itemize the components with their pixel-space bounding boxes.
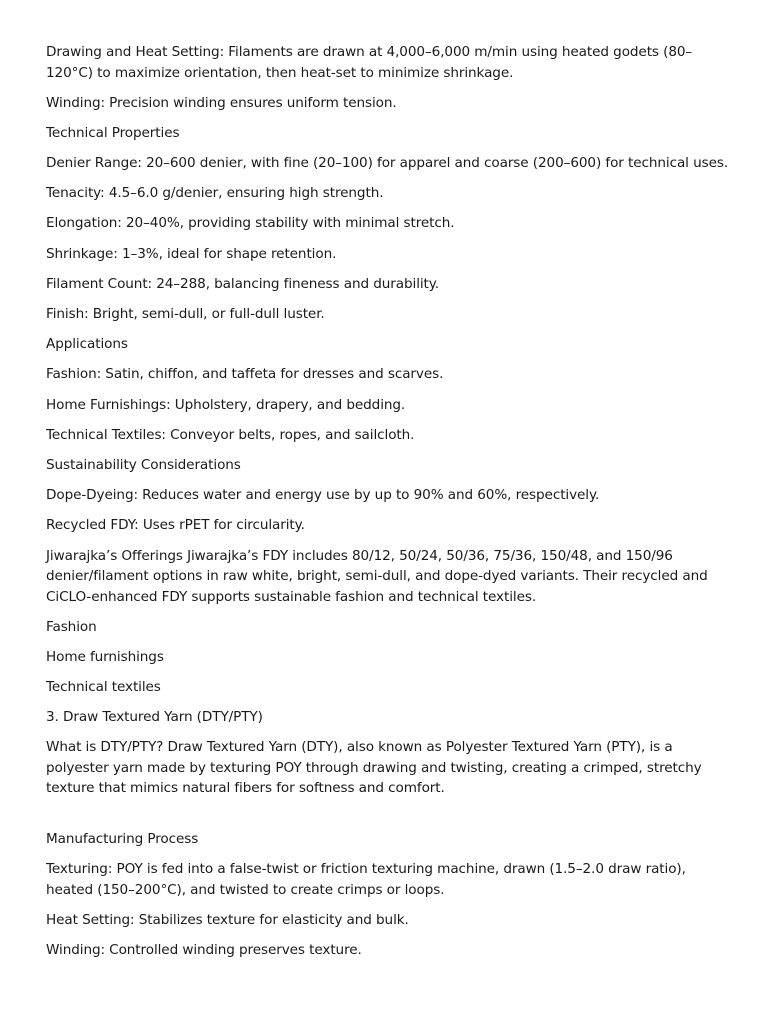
paragraph-technical-textiles: Technical Textiles: Conveyor belts, ropes, and sailcloth. — [46, 426, 415, 443]
heading-applications: Applications — [46, 336, 128, 353]
paragraph-heat-setting: Heat Setting: Stabilizes texture for elasticity and bulk. — [46, 911, 409, 928]
paragraph-home-furnishings: Home Furnishings: Upholstery, drapery, and bedding. — [46, 396, 406, 413]
paragraph-jiwarajka-offerings: Jiwarajka’s Offerings Jiwarajka’s FDY includes 80/12, 50/24, 50/36, 75/36, 150/48, and 150/96 denier/filament options in raw white, bright, semi-dull, and dope-dyed variants. Their recycled and CiCLO-enhanced FDY supports sustainable fashion and technical textiles. — [46, 547, 708, 605]
paragraph-fashion: Fashion: Satin, chiffon, and taffeta for dresses and scarves. — [46, 366, 444, 383]
heading-dty-pty: 3. Draw Textured Yarn (DTY/PTY) — [46, 709, 263, 726]
heading-manufacturing-process: Manufacturing Process — [46, 830, 199, 847]
document-body — [46, 42, 736, 970]
list-item-fashion: Fashion — [46, 618, 97, 635]
paragraph-dope-dyeing: Dope-Dyeing: Reduces water and energy use by up to 90% and 60%, respectively. — [46, 487, 600, 504]
paragraph-texturing: Texturing: POY is fed into a false-twist or friction texturing machine, drawn (1.5–2.0 draw ratio), heated (150–200°C), and twisted to create crimps or loops. — [46, 861, 686, 898]
paragraph-shrinkage: Shrinkage: 1–3%, ideal for shape retention. — [46, 245, 337, 262]
paragraph-elongation: Elongation: 20–40%, providing stability with minimal stretch. — [46, 215, 455, 232]
list-item-technical-textiles: Technical textiles — [46, 679, 161, 696]
paragraph-denier-range: Denier Range: 20–600 denier, with fine (20–100) for apparel and coarse (200–600) for technical uses. — [46, 155, 729, 172]
paragraph-recycled-fdy: Recycled FDY: Uses rPET for circularity. — [46, 517, 305, 534]
paragraph-tenacity: Tenacity: 4.5–6.0 g/denier, ensuring high strength. — [46, 185, 384, 202]
paragraph-finish: Finish: Bright, semi-dull, or full-dull luster. — [46, 306, 325, 322]
paragraph-controlled-winding: Winding: Controlled winding preserves texture. — [46, 942, 362, 958]
heading-sustainability: Sustainability Considerations — [46, 456, 241, 473]
paragraph-winding: Winding: Precision winding ensures uniform tension. — [46, 94, 397, 111]
heading-technical-properties: Technical Properties — [46, 124, 180, 141]
list-item-home-furnishings: Home furnishings — [46, 648, 164, 665]
paragraph-drawing-heat-setting: Drawing and Heat Setting: Filaments are drawn at 4,000–6,000 m/min using heated godets (80–120°C) to maximize orientation, then heat-set to minimize shrinkage. — [46, 44, 693, 81]
paragraph-filament-count: Filament Count: 24–288, balancing fineness and durability. — [46, 275, 440, 292]
paragraph-what-is-dty: What is DTY/PTY? Draw Textured Yarn (DTY), also known as Polyester Textured Yarn (PTY), is a polyester yarn made by texturing POY through drawing and twisting, creating a crimped, stretchy texture that mimics natural fibers for softness and comfort. — [46, 739, 702, 797]
